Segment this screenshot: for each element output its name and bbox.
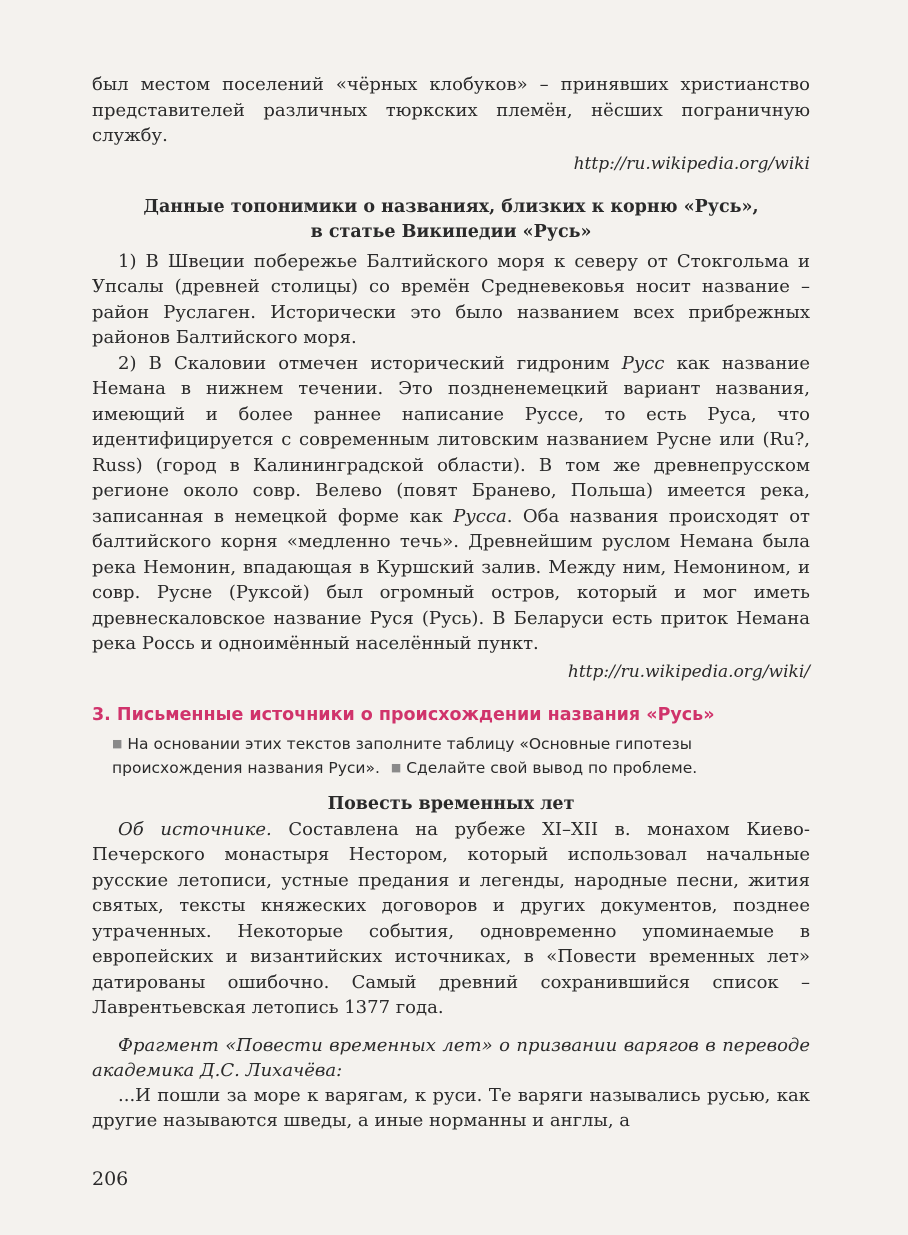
section-3-title: 3. Письменные источники о происхождении названия «Русь» xyxy=(92,704,715,725)
task-1: На основании этих текстов заполните таблицу «Основные гипотезы происхождения названия Руси». xyxy=(112,734,693,777)
pvl-fragment-title: Фрагмент «Повести временных лет» о призвании варягов в переводе академика Д.С. Лихачёва: xyxy=(92,1034,810,1081)
intro-source-link[interactable]: http://ru.wikipedia.org/wiki xyxy=(573,153,810,174)
intro-paragraph: был местом поселений «чёрных клобуков» – принявших христианство представителей различных тюркских племён, нёсших пограничную службу. xyxy=(92,74,810,146)
item2-italic-russ: Русс xyxy=(621,352,665,374)
toponymy-item-2 xyxy=(92,351,810,657)
pvl-heading: Повесть временных лет xyxy=(327,793,575,814)
pvl-fragment-text: ...И пошли за море к варягам, к руси. Те варяги назывались русью, как другие называются шведы, а иные норманны и англы, а xyxy=(92,1084,810,1131)
toponymy-heading-line2: в статье Википедии «Русь» xyxy=(310,221,592,242)
toponymy-item-1: 1) В Швеции побережье Балтийского моря к северу от Стокгольма и Упсалы (древней столицы) со времён Средневековья носит название – район Руслаген. Исторически это было названием всех прибрежных районов Балтийского моря. xyxy=(92,250,810,348)
bullet-icon: ■ xyxy=(390,760,402,774)
page-content xyxy=(92,72,810,1134)
pvl-about-text: Составлена на рубеже XI–XII в. монахом Киево-Печерского монастыря Нестором, который использовал начальные русские летописи, устные предания и легенды, народные песни, жития святых, тексты княжеских договоров и других документов, позднее утраченных. Некоторые события, одновременно упоминаемые в европейских и византийских источниках, в «Повести временных лет» датированы ошибочно. Самый древний сохранившийся список – Лаврентьевская летопись 1377 года. xyxy=(92,818,810,1018)
item2-part-b: как название Немана в нижнем течении. Это поздненемецкий вариант названия, имеющий и более раннее написание Руссе, то есть Руса, что идентифицируется с современным литовским названием Русне или (Ru?, Russ) (город в Калининградской области). В том же древнепрусском регионе около совр. Велево (повят Бранево, Польша) имеется река, записанная в немецкой форме как xyxy=(92,352,810,527)
task-2: Сделайте свой вывод по проблеме. xyxy=(406,758,698,777)
item2-part-a: 2) В Скаловии отмечен исторический гидроним xyxy=(118,352,622,374)
item2-part-c: . Оба названия происходят от балтийского корня «медленно течь». Древнейшим руслом Немана была река Немонин, впадающая в Куршский залив. Между ним, Немонином, и совр. Русне (Руксой) был огромный остров, который и мог иметь древнескаловское название Руся (Русь). В Беларуси есть приток Немана река Россь и одноимённый населённый пункт. xyxy=(92,505,810,654)
page-number: 206 xyxy=(92,1168,129,1190)
item2-italic-russa: Русса xyxy=(453,505,507,527)
toponymy-heading-line1: Данные топонимики о названиях, близких к корню «Русь», xyxy=(143,196,759,217)
pvl-about-paragraph xyxy=(92,817,810,1021)
toponymy-heading xyxy=(92,195,810,245)
toponymy-source-link[interactable]: http://ru.wikipedia.org/wiki/ xyxy=(567,661,810,682)
pvl-about-label: Об источнике. xyxy=(118,818,272,840)
section-3-tasks xyxy=(112,732,810,780)
bullet-icon: ■ xyxy=(112,736,123,750)
